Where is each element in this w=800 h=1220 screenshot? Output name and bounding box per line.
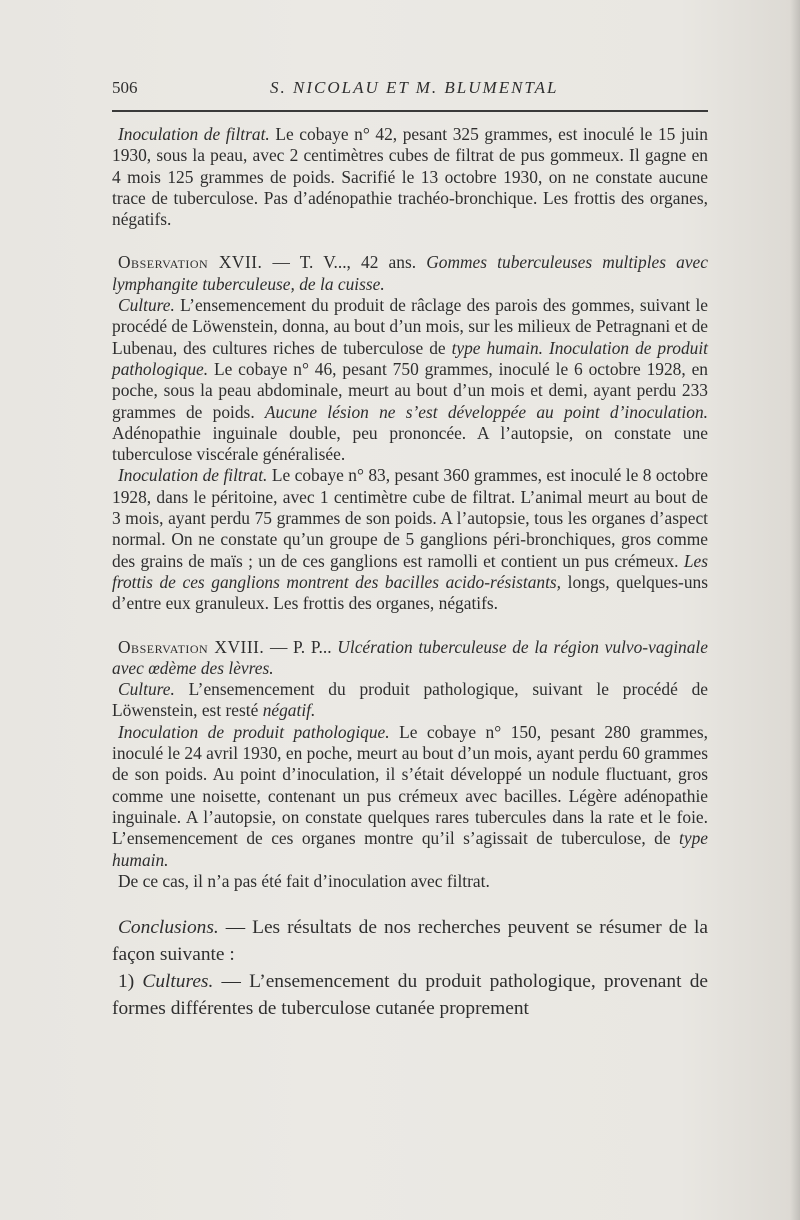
paragraph-text: Le cobaye n° 42, pesant 325 grammes, est inoculé le 15 juin 1930, sous la peau, avec 2 centimètres cubes de filtrat de pus gommeux. Il gagne en 4 mois 125 grammes de poids. Sacrifié le 13 octobre 1930, on ne constate aucune trace de tuberculose. Pas d’adénopathie trachéo-bronchique. Les frottis des organes, négatifs. <box>112 124 708 230</box>
paragraph-lead: Culture. <box>118 295 175 316</box>
observation-label: Observation XVII. <box>118 252 263 273</box>
paragraph-culture-xvii <box>112 295 708 465</box>
paragraph-text: L’ensemencement du produit pathologique, suivant le procédé de Löwenstein, est resté <box>112 679 708 721</box>
paragraph-no-filtrat <box>112 871 708 892</box>
paragraph-italic: type humain. <box>451 337 543 358</box>
paragraph-lead: Inoculation de filtrat. <box>118 465 268 486</box>
paragraph-lead: Inoculation de produit pathologique. <box>118 721 390 742</box>
paragraph-text: Adénopathie inguinale double, peu prononcée. A l’autopsie, on constate une tuberculose viscérale généralisée. <box>112 422 708 465</box>
conclusions-lead: Conclusions. <box>118 917 219 939</box>
paragraph-text: Le cobaye n° 83, pesant 360 grammes, est inoculé le 8 octobre 1928, dans le péritoine, avec 1 centimètre cube de filtrat. L’animal meurt au bout de 3 mois, ayant perdu 75 grammes de son poids. A l’autopsie, tous les organes d’aspect normal. On ne constate qu’un groupe de 5 ganglions péri-bronchiques, gros comme des grains de maïs ; un de ces ganglions est ramolli et contient un pus crémeux. <box>112 465 708 571</box>
page-number: 506 <box>112 78 138 97</box>
conclusions-text: — Les résultats de nos recherches peuvent se résumer de la façon suivante : <box>112 917 708 966</box>
paragraph-text: De ce cas, il n’a pas été fait d’inoculation avec filtrat. <box>118 870 490 891</box>
paragraph-culture-xviii <box>112 679 708 722</box>
paragraph-text: Le cobaye n° 150, pesant 280 grammes, inoculé le 24 avril 1930, en poche, meurt au bout d’un mois, ayant perdu 60 grammes de son poids. Au point d’inoculation, il s’était développé un nodule fluctuant, gros comme une noisette, contenant un pus crémeux avec bacilles. Légère adénopathie inguinale. A l’autopsie, on constate quelques rares tubercules dans la rate et le foie. L’ensemencement de ces organes montre qu’il s’agissait de tuberculose, de <box>112 721 709 849</box>
paragraph-text: Le cobaye n° 46, pesant 750 grammes, inoculé le 6 octobre 1928, en poche, sous la peau abdominale, meurt au bout d’un mois et demi, ayant perdu 233 grammes de poids. <box>112 358 708 422</box>
paragraph-lead: Inoculation de produit pathologique. <box>112 337 708 379</box>
body-text <box>112 124 708 1022</box>
paragraph-italic: type humain. <box>112 828 708 870</box>
paragraph-lead: Culture. <box>118 679 175 700</box>
paragraph-text: L’ensemencement du produit de râclage des parois des gommes, suivant le procédé de Löwenstein, donna, au bout d’un mois, sur les milieux de Petragnani et de Lubenau, des cultures riches de tuberculose de <box>112 295 708 358</box>
observation-xvii-heading <box>112 252 708 295</box>
conclusion-item-1 <box>112 968 708 1022</box>
paragraph-lead: Inoculation de filtrat. <box>118 124 270 144</box>
running-title: S. NICOLAU ET M. BLUMENTAL <box>270 78 559 97</box>
observation-title: Gommes tuberculeuses multiples avec lymphangite tuberculeuse, de la cuisse. <box>112 252 708 294</box>
header-rule <box>112 110 708 112</box>
observation-xviii-heading <box>112 637 708 680</box>
paragraph-italic: Aucune lésion ne s’est développée au point d’inoculation. <box>264 401 708 422</box>
observation-patient: — T. V..., 42 ans. <box>262 252 427 273</box>
conclusion-number: 1) <box>118 971 143 993</box>
paragraph-inoculation-produit-150 <box>112 722 708 871</box>
paragraph-italic: négatif. <box>262 700 316 721</box>
paragraph-text: longs, quelques-uns d’entre eux granuleux. Les frottis des organes, négatifs. <box>112 571 708 614</box>
paragraph-inoculation-filtrat-42 <box>112 124 708 230</box>
page-edge-shadow <box>790 0 800 1220</box>
paragraph-inoculation-filtrat-83 <box>112 465 708 614</box>
conclusion-text: — L’ensemencement du produit pathologique, provenant de formes différentes de tuberculose cutanée proprement <box>112 971 708 1020</box>
observation-title: Ulcération tuberculeuse de la région vulvo-vaginale avec œdème des lèvres. <box>112 636 708 678</box>
page-header <box>112 74 708 102</box>
conclusion-lead: Cultures. <box>142 971 214 993</box>
conclusions-paragraph <box>112 914 708 968</box>
observation-label: Observation XVIII. <box>118 636 265 657</box>
observation-patient: — P. P... <box>264 636 338 657</box>
paragraph-italic: Les frottis de ces ganglions montrent des bacilles acido-résistants, <box>112 550 708 592</box>
